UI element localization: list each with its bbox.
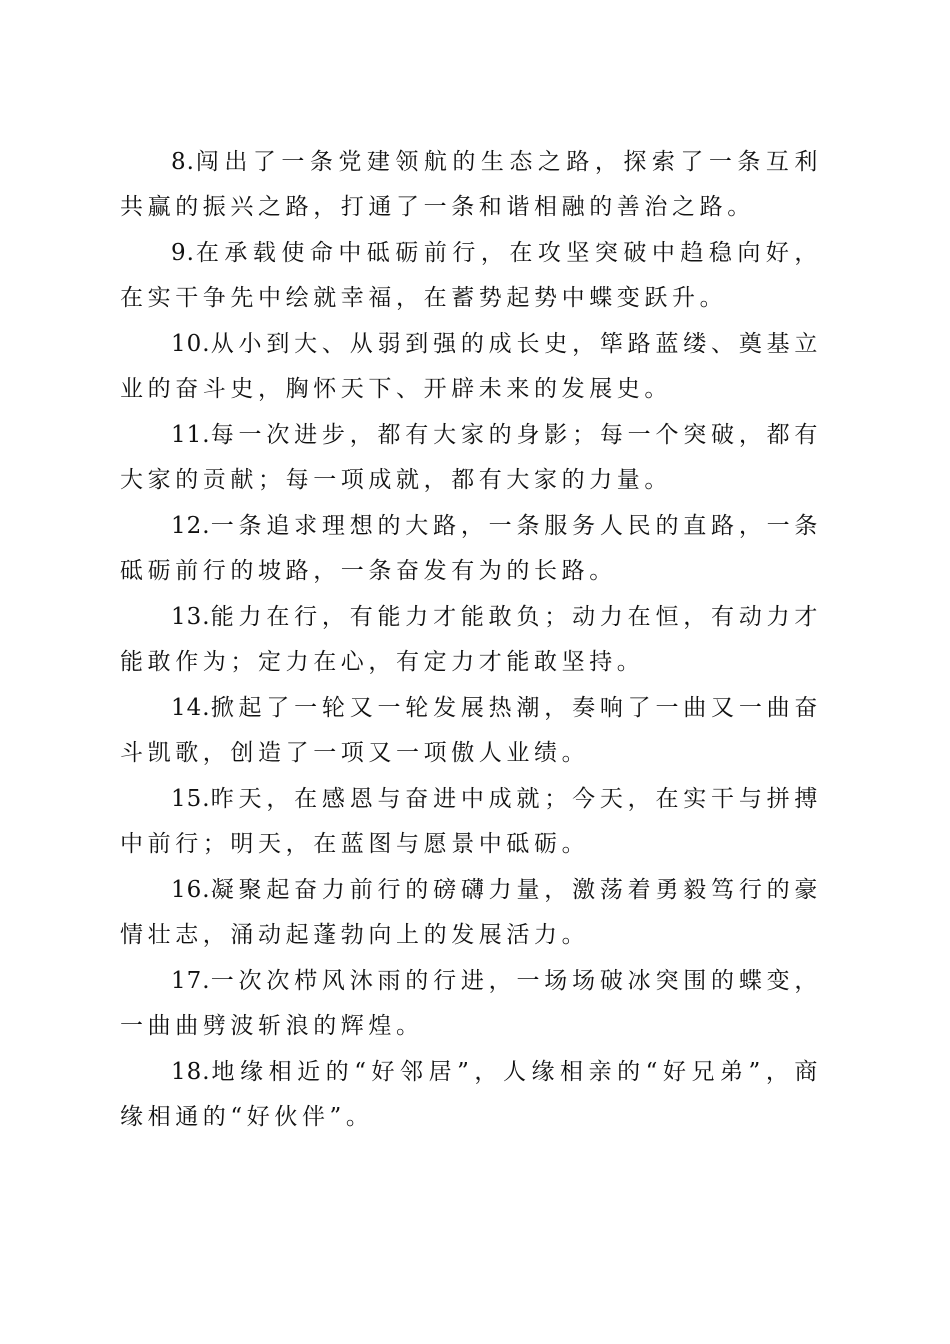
- paragraph-10: [120, 322, 822, 412]
- paragraph-text: 一条追求理想的大路，一条服务人民的直路，一条砥砺前行的坡路，一条奋发有为的长路。: [120, 513, 822, 584]
- paragraph-8: [120, 140, 822, 230]
- item-number: 14.: [171, 695, 211, 721]
- paragraph-13: [120, 595, 822, 685]
- item-number: 11.: [171, 422, 211, 448]
- item-number: 12.: [171, 513, 211, 539]
- paragraph-16: [120, 868, 822, 958]
- item-number: 17.: [171, 968, 211, 994]
- document-body: [120, 140, 822, 1141]
- paragraph-9: [120, 231, 822, 321]
- paragraph-text: 从小到大、从弱到强的成长史，筚路蓝缕、奠基立业的奋斗史，胸怀天下、开辟未来的发展史。: [120, 331, 822, 402]
- item-number: 16.: [171, 877, 211, 903]
- paragraph-text: 在承载使命中砥砺前行，在攻坚突破中趋稳向好，在实干争先中绘就幸福，在蓄势起势中蝶变跃升。: [120, 240, 822, 311]
- paragraph-text: 凝聚起奋力前行的磅礴力量，激荡着勇毅笃行的豪情壮志，涌动起蓬勃向上的发展活力。: [120, 877, 822, 948]
- paragraph-18: [120, 1050, 822, 1140]
- paragraph-11: [120, 413, 822, 503]
- paragraph-text: 地缘相近的“好邻居”，人缘相亲的“好兄弟”，商缘相通的“好伙伴”。: [120, 1059, 822, 1130]
- item-number: 13.: [171, 604, 211, 630]
- paragraph-text: 每一次进步，都有大家的身影；每一个突破，都有大家的贡献；每一项成就，都有大家的力量。: [120, 422, 822, 493]
- item-number: 18.: [171, 1059, 211, 1085]
- paragraph-text: 闯出了一条党建领航的生态之路，探索了一条互利共赢的振兴之路，打通了一条和谐相融的善治之路。: [120, 149, 822, 220]
- paragraph-text: 昨天，在感恩与奋进中成就；今天，在实干与拼搏中前行；明天，在蓝图与愿景中砥砺。: [120, 786, 822, 857]
- paragraph-text: 一次次栉风沐雨的行进，一场场破冰突围的蝶变，一曲曲劈波斩浪的辉煌。: [120, 968, 822, 1039]
- paragraph-12: [120, 504, 822, 594]
- paragraph-text: 掀起了一轮又一轮发展热潮，奏响了一曲又一曲奋斗凯歌，创造了一项又一项傲人业绩。: [120, 695, 822, 766]
- paragraph-14: [120, 686, 822, 776]
- item-number: 10.: [171, 331, 211, 357]
- paragraph-17: [120, 959, 822, 1049]
- paragraph-text: 能力在行，有能力才能敢负；动力在恒，有动力才能敢作为；定力在心，有定力才能敢坚持。: [120, 604, 822, 675]
- item-number: 15.: [171, 786, 211, 812]
- paragraph-15: [120, 777, 822, 867]
- item-number: 8.: [171, 149, 195, 175]
- item-number: 9.: [171, 240, 195, 266]
